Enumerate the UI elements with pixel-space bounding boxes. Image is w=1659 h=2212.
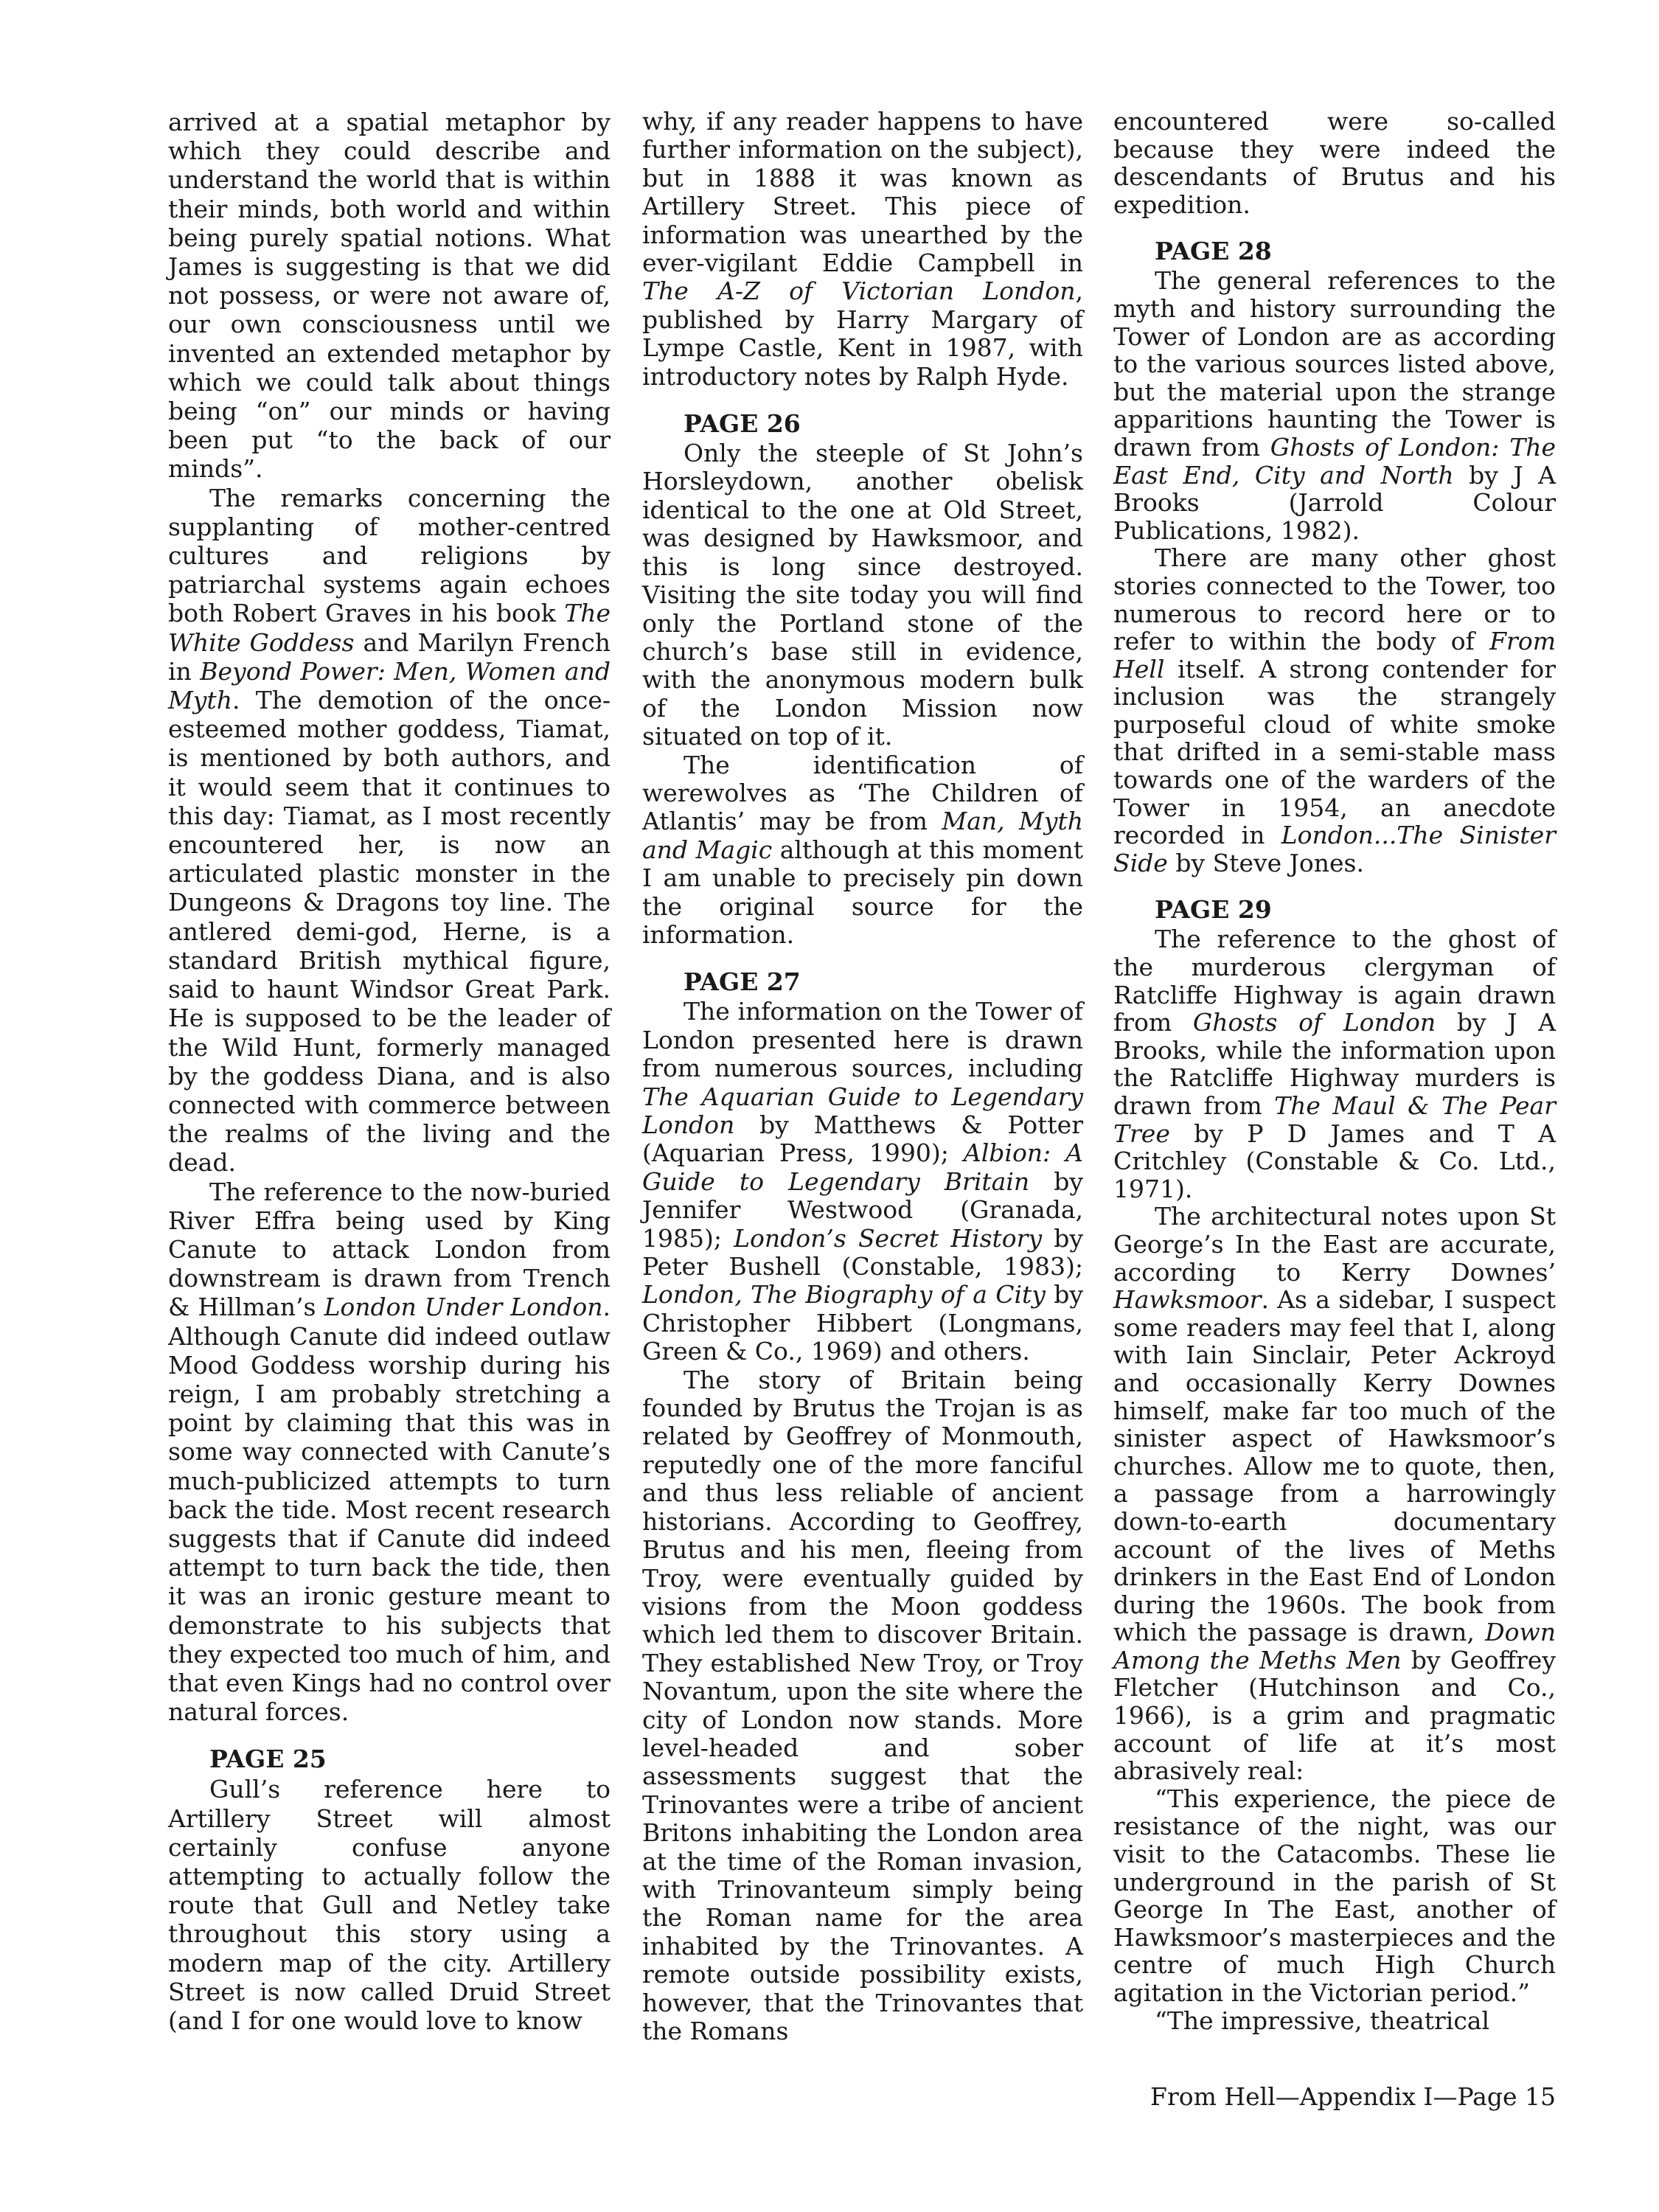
page-heading: PAGE 25 [209, 1745, 327, 1774]
paragraph [168, 484, 611, 1178]
text-run: There are many other ghost stories connected to the Tower, too numerous to record here or to refer to within the body of [1113, 543, 1556, 656]
text-run: itself. A strong contender for inclusion was the strangely purposeful cloud of white smoke that drifted in a semi-stable mass towards one of the warders of the Tower in 1954, an anecdote recorded in [1113, 654, 1556, 850]
text-run: . As a sidebar, I suspect some readers may feel that I, along with Iain Sinclair, Peter Ackroyd and occasionally Kerry Downes himself, make far too much of the sinister aspect of Hawksmoor’s churches. Allow me to quote, then, a passage from a harrowingly down-to-earth documentary account of the lives of Meths drinkers in the East End of London during the 1960s. The book from which the passage is drawn, [1113, 1285, 1556, 1647]
text-run: by Geoffrey Fletcher (Hutchinson and Co., 1966), is a grim and pragmatic account of life at it’s most abrasively real: [1113, 1645, 1556, 1786]
text-run: by J A Brooks, while the information upon the Ratcliffe Highway murders is drawn from [1113, 1008, 1556, 1120]
paragraph [642, 998, 1083, 1366]
text-run: encountered were so-called because they were indeed the descendants of Brutus and his expedition. [1113, 107, 1556, 219]
paragraph [642, 751, 1083, 950]
paragraph [642, 439, 1083, 751]
text-run: by P D James and T A Critchley (Constable & Co. Ltd., 1971). [1113, 1119, 1556, 1203]
text-run: . Although Canute did indeed outlaw Mood Goddess worship during his reign, I am probably stretching a point by claiming that this was in some way connected with Canute’s much-publicized attempts to turn back the tide. Most recent research suggests that if Canute did indeed attempt to turn back the tide, then it was an ironic gesture meant to demonstrate to his subjects that they expected too much of him, and that even Kings had no control over natural forces. [168, 1293, 611, 1727]
text-run: Only the steeple of St John’s Horsleydown, another obelisk identical to the one at Old Street, was designed by Hawksmoor, and this is long since destroyed. Visiting the site today you will find only the Portland stone of the church’s base still in evidence, with the anonymous modern bulk of the London Mission now situated on top of it. [642, 439, 1083, 751]
page-heading: PAGE 29 [1155, 895, 1272, 925]
text-run: and Marilyn French in [168, 627, 611, 686]
text-run: by Christopher Hibbert (Longmans, Green & Co., 1969) and others. [642, 1280, 1083, 1366]
italic-title: Ghosts of London: The East End, City and North [1113, 432, 1557, 490]
paragraph [642, 108, 1083, 391]
italic-title: The White Goddess [168, 599, 611, 657]
text-run: , published by Harry Margary of Lympe Castle, Kent in 1987, with introductory notes by Ralph Hyde. [642, 276, 1083, 391]
italic-title: Ghosts of London [1192, 1008, 1436, 1037]
italic-title: London Under London [324, 1293, 603, 1322]
page-footer: From Hell—Appendix I—Page 15 [1150, 2082, 1556, 2111]
italic-title: London’s Secret History [734, 1223, 1043, 1253]
paragraph [1113, 1203, 1556, 1784]
paragraph [168, 1775, 611, 2035]
text-run: “This experience, the piece de resistance of the night, was our visit to the Catacombs. These lie underground in the parish of St George In The East, another of Hawksmoor’s masterpieces and the centre of much High Church agitation in the Victorian period.” [1113, 1784, 1556, 2007]
text-run: The identification of werewolves as ‘The Children of Atlantis’ may be from [642, 750, 1083, 836]
italic-title: The Maul & The Pear Tree [1113, 1091, 1556, 1148]
column-1 [168, 108, 611, 2035]
page-heading: PAGE 28 [1155, 237, 1272, 266]
column-3 [1113, 108, 1556, 2034]
text-run: arrived at a spatial metaphor by which they could describe and understand the world that is within their minds, both world and within being purely spatial notions. What James is suggesting is that we did not possess, or were not aware of, our own consciousness until we invented an extended metaphor by which we could talk about things being “on” our minds or having been put “to the back of our minds”. [168, 108, 611, 484]
text-run: by J A Brooks (Jarrold Colour Publications, 1982). [1113, 460, 1556, 545]
text-run: by Matthews & Potter (Aquarian Press, 1990); [642, 1110, 1083, 1168]
italic-title: Albion: A Guide to Legendary Britain [642, 1138, 1084, 1196]
paragraph [1113, 925, 1556, 1203]
text-run: The reference to the now-buried River Effra being used by King Canute to attack London from downstream is drawn from Trench & Hillman’s [168, 1177, 611, 1322]
text-run: The story of Britain being founded by Brutus the Trojan is as related by Geoffrey of Monmouth, reputedly one of the more fanciful and thus less reliable of ancient historians. According to Geoffrey, Brutus and his men, fleeing from Troy, were eventually guided by visions from the Moon goddess which led them to discover Britain. They established New Troy, or Troy Novantum, upon the site where the city of London now stands. More level-headed and sober assessments suggest that the Trinovantes were a tribe of ancient Britons inhabiting the London area at the time of the Roman invasion, with Trinovanteum simply being the Roman name for the area inhabited by the Trinovantes. A remote outside possibility exists, however, that the Trinovantes that the Romans [642, 1365, 1083, 2045]
paragraph [168, 108, 611, 484]
italic-title: Man, Myth and Magic [642, 807, 1083, 864]
column-2 [642, 108, 1083, 2045]
text-run: The architectural notes upon St George’s In the East are accurate, according to Kerry Downes’ [1113, 1202, 1556, 1287]
text-run: Gull’s reference here to Artillery Street will almost certainly confuse anyone attempting to actually follow the route that Gull and Netley take throughout this story using a modern map of the city. Artillery Street is now called Druid Street (and I for one would love to know [168, 1775, 611, 2035]
text-run: by Jennifer Westwood (Granada, 1985); [642, 1166, 1084, 1253]
italic-title: London, The Biography of a City [642, 1280, 1046, 1310]
italic-title: From Hell [1113, 627, 1556, 684]
paragraph [168, 1178, 611, 1727]
italic-title: Down Among the Meths Men [1113, 1618, 1556, 1674]
paragraph [1113, 544, 1556, 877]
text-run: although at this moment I am unable to precisely pin down the original source for the information. [642, 835, 1084, 949]
paragraph [1113, 2007, 1556, 2035]
paragraph [1113, 267, 1556, 544]
text-run: “The impressive, theatrical [1155, 2006, 1490, 2035]
text-run: by Peter Bushell (Constable, 1983); [642, 1223, 1083, 1281]
text-run: The information on the Tower of London presented here is drawn from numerous sources, including [642, 997, 1083, 1083]
paragraph [1113, 108, 1556, 218]
italic-title: London...The Sinister Side [1113, 821, 1556, 877]
page-heading: PAGE 27 [684, 967, 801, 997]
paragraph [1113, 1785, 1556, 2007]
italic-title: The A-Z of Victorian London [642, 276, 1076, 306]
italic-title: Beyond Power: Men, Women and Myth [168, 656, 611, 715]
page-heading: PAGE 26 [684, 409, 801, 439]
text-run: The general references to the myth and history surrounding the Tower of London are as according to the various sources listed above, but the material upon the strange apparitions haunting the Tower is drawn from [1113, 266, 1556, 462]
text-run: The remarks concerning the supplanting of mother-centred cultures and religions by patriarchal systems again echoes both Robert Graves in his book [168, 483, 611, 628]
paragraph [642, 1366, 1083, 2046]
text-run: The reference to the ghost of the murderous clergyman of Ratcliffe Highway is again drawn from [1113, 925, 1556, 1037]
text-run: by Steve Jones. [1167, 848, 1364, 877]
italic-title: Hawksmoor [1113, 1285, 1262, 1315]
italic-title: The Aquarian Guide to Legendary London [642, 1082, 1083, 1139]
text-run: why, if any reader happens to have further information on the subject), but in 1888 it was known as Artillery Street. This piece of information was unearthed by the ever-vigilant Eddie Campbell in [642, 107, 1083, 278]
text-run: . The demotion of the once-esteemed mother goddess, Tiamat, is mentioned by both authors, and it would seem that it continues to this day: Tiamat, as I most recently encountered her, is now an articulated plastic monster in the Dungeons & Dragons toy line. The antlered demi-god, Herne, is a standard British mythical figure, said to haunt Windsor Great Park. He is supposed to be the leader of the Wild Hunt, formerly managed by the goddess Diana, and is also connected with commerce between the realms of the living and the dead. [168, 686, 611, 1178]
